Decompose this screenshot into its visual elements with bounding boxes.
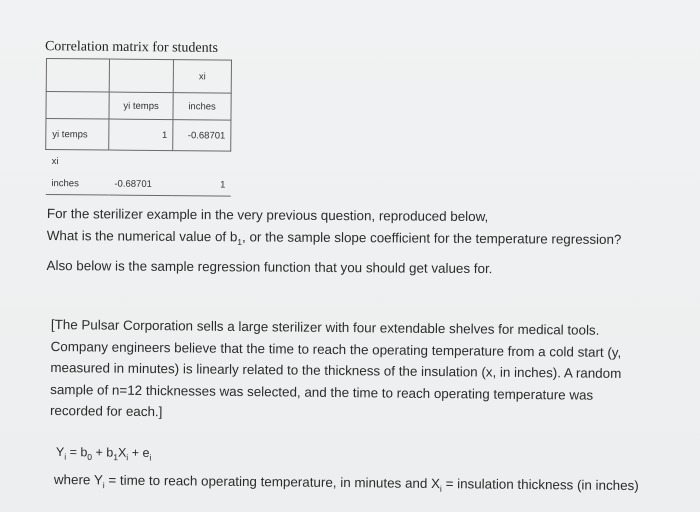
regression-formula <box>56 445 152 462</box>
subscript: 0 <box>87 451 93 462</box>
context-line: sample of n=12 thicknesses was selected, and the time to reach operating temperature was <box>50 381 594 403</box>
definition-text: = insulation thickness (in inches) <box>441 476 639 494</box>
subscript: 1 <box>237 237 243 248</box>
subscript: i <box>439 483 442 494</box>
matrix-cell-3-2: 1 <box>172 173 230 196</box>
subscript: i <box>64 451 67 462</box>
formula-text: X <box>117 445 127 460</box>
context-line: measured in minutes) is linearly related to the thickness of the insulation (x, in inches). A random <box>50 359 622 381</box>
matrix-blank-cell <box>109 150 173 173</box>
question-paragraph <box>46 203 686 281</box>
subscript: i <box>102 480 105 491</box>
variable-definitions <box>54 472 639 496</box>
formula-text: Y <box>55 445 65 460</box>
matrix-header-var: xi <box>173 60 231 94</box>
matrix-col-header-inches: inches <box>173 93 231 121</box>
matrix-header-empty-cell <box>109 59 173 93</box>
matrix-cell-1-1: 1 <box>109 119 173 151</box>
correlation-matrix <box>45 58 232 197</box>
subscript: 1 <box>113 452 119 463</box>
question-text: , or the sample slope coefficient for the temperature regression? <box>241 229 622 248</box>
question-line: For the sterilizer example in the very previous question, reproduced below, <box>46 205 489 225</box>
formula-text: = b <box>66 445 88 460</box>
matrix-row-label-xi: xi <box>51 155 59 167</box>
subscript: i <box>149 452 152 463</box>
context-line: recorded for each.] <box>49 402 163 420</box>
matrix-header-blank <box>46 92 109 120</box>
question-text: What is the numerical value of b <box>46 227 238 245</box>
definition-text: where Y <box>53 472 103 488</box>
matrix-corner-cell <box>46 59 109 93</box>
question-line <box>47 225 687 256</box>
matrix-cell-3-1: -0.68701 <box>108 173 172 196</box>
formula-text: + e <box>128 445 150 460</box>
page-title: Correlation matrix for students <box>44 39 219 56</box>
matrix-cell-1-2: -0.68701 <box>173 120 231 152</box>
context-paragraph <box>50 314 671 428</box>
context-line: [The Pulsar Corporation sells a large sterilizer with four extendable shelves for medical tools. <box>50 316 600 338</box>
formula-text: + b <box>92 445 114 460</box>
matrix-row-label-inches: inches <box>45 172 108 195</box>
subscript: i <box>126 452 129 463</box>
context-line: Company engineers believe that the time to reach the operating temperature from a cold start (y, <box>50 338 622 360</box>
question-line: Also below is the sample regression function that you should get values for. <box>46 257 493 276</box>
matrix-row-label-yi-temps: yi temps <box>46 119 109 151</box>
matrix-col-header-yi-temps: yi temps <box>109 92 173 120</box>
definition-text: = time to reach operating temperature, in minutes and X <box>104 472 441 492</box>
matrix-blank-cell <box>173 151 231 174</box>
